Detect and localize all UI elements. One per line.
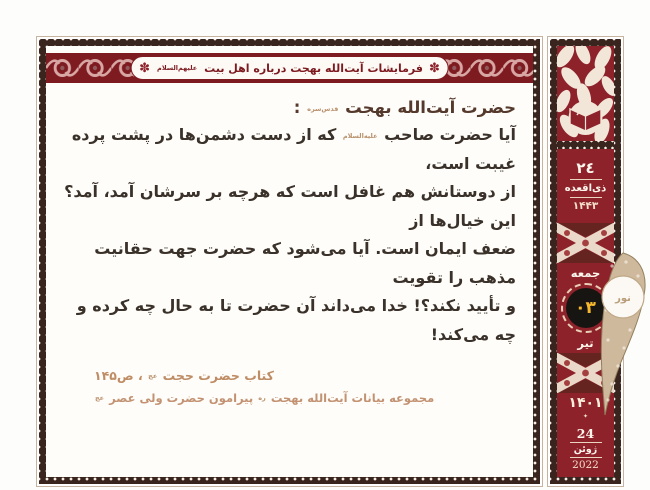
persian-month-label: تیر xyxy=(577,336,594,350)
quote-heading xyxy=(60,95,516,121)
citation-page-number: ، ص۱۴۵ xyxy=(94,368,143,383)
gregorian-year: 2022 xyxy=(572,458,599,471)
hijri-day: ٢٤ xyxy=(576,158,595,177)
persian-year-label: ۱۴۰۱ xyxy=(568,395,603,411)
quote-heading-name: حضرت آیت‌الله بهجت xyxy=(345,98,516,117)
quote-line-1 xyxy=(60,121,516,178)
gregorian-month: ژوئن xyxy=(573,443,598,455)
weekday-label: جمعه xyxy=(570,266,601,280)
header-title-pill xyxy=(130,56,449,80)
citation-block xyxy=(60,365,516,409)
quote-line-1a: آیا حضرت صاحب xyxy=(384,125,516,144)
divider-line xyxy=(570,197,602,198)
leaf-ornament-book-logo xyxy=(557,46,614,141)
quote-text-block xyxy=(46,83,533,409)
hijri-year: ۱۴۴۳ xyxy=(572,199,599,212)
gregorian-day: 24 xyxy=(576,425,595,441)
citation-book xyxy=(94,365,516,387)
header-title: فرمایشات آیت‌الله بهجت درباره اهل بیت xyxy=(204,61,423,75)
divider-line xyxy=(570,457,602,458)
citation-honorific: عج xyxy=(95,394,105,402)
day-number-badge: ۰۳ xyxy=(566,288,606,328)
citation-collection xyxy=(94,387,516,409)
hijri-month: ذی‌اقعده xyxy=(564,182,607,194)
quote-line-1b: که از دست دشمن‌ها در پشت پرده غیبت است، xyxy=(71,125,516,173)
divider-line xyxy=(570,442,602,443)
citation-honorific: عج xyxy=(148,372,158,380)
noor-label: نور xyxy=(615,293,631,304)
quote-panel-inner xyxy=(46,46,533,477)
citation-honorific: ره xyxy=(258,394,266,402)
citation-collection-b: پیرامون حضرت ولی عصر xyxy=(109,391,254,405)
hijri-date-block xyxy=(565,149,607,223)
diamond-divider: ✦ xyxy=(582,413,589,420)
quote-panel xyxy=(36,36,543,487)
citation-collection-a: مجموعه بیانات آیت‌الله بهجت xyxy=(270,391,435,405)
gregorian-date-block xyxy=(570,421,602,477)
dotted-border-frame xyxy=(39,39,540,484)
noor-paisley-badge xyxy=(596,250,649,420)
divider-line xyxy=(570,179,602,180)
quote-line-3: ضعف ایمان است. آیا می‌شود که حضرت جهت حقانیت مذهب را تقویت xyxy=(94,239,516,287)
heading-honorific: قدس‌سره xyxy=(307,105,339,113)
quote-line-2: از دوستانش هم غافل است که هرچه بر سرشان آمد، آمد؟ این خیال‌ها از xyxy=(64,182,516,230)
citation-book-title: کتاب حضرت حجت xyxy=(162,368,274,383)
quote-line-4: و تأیید نکند؟! خدا می‌داند آن حضرت تا به حال چه کرده و چه می‌کند! xyxy=(76,296,516,344)
heading-colon: : xyxy=(293,98,301,117)
header-band xyxy=(46,53,533,83)
flower-icon: ✽ xyxy=(139,60,151,76)
dotted-separator xyxy=(557,141,614,149)
header-honorific: علیهم‌السلام xyxy=(157,63,198,72)
line1-honorific: علیه‌السلام xyxy=(342,132,378,140)
flower-icon: ✽ xyxy=(428,60,440,76)
